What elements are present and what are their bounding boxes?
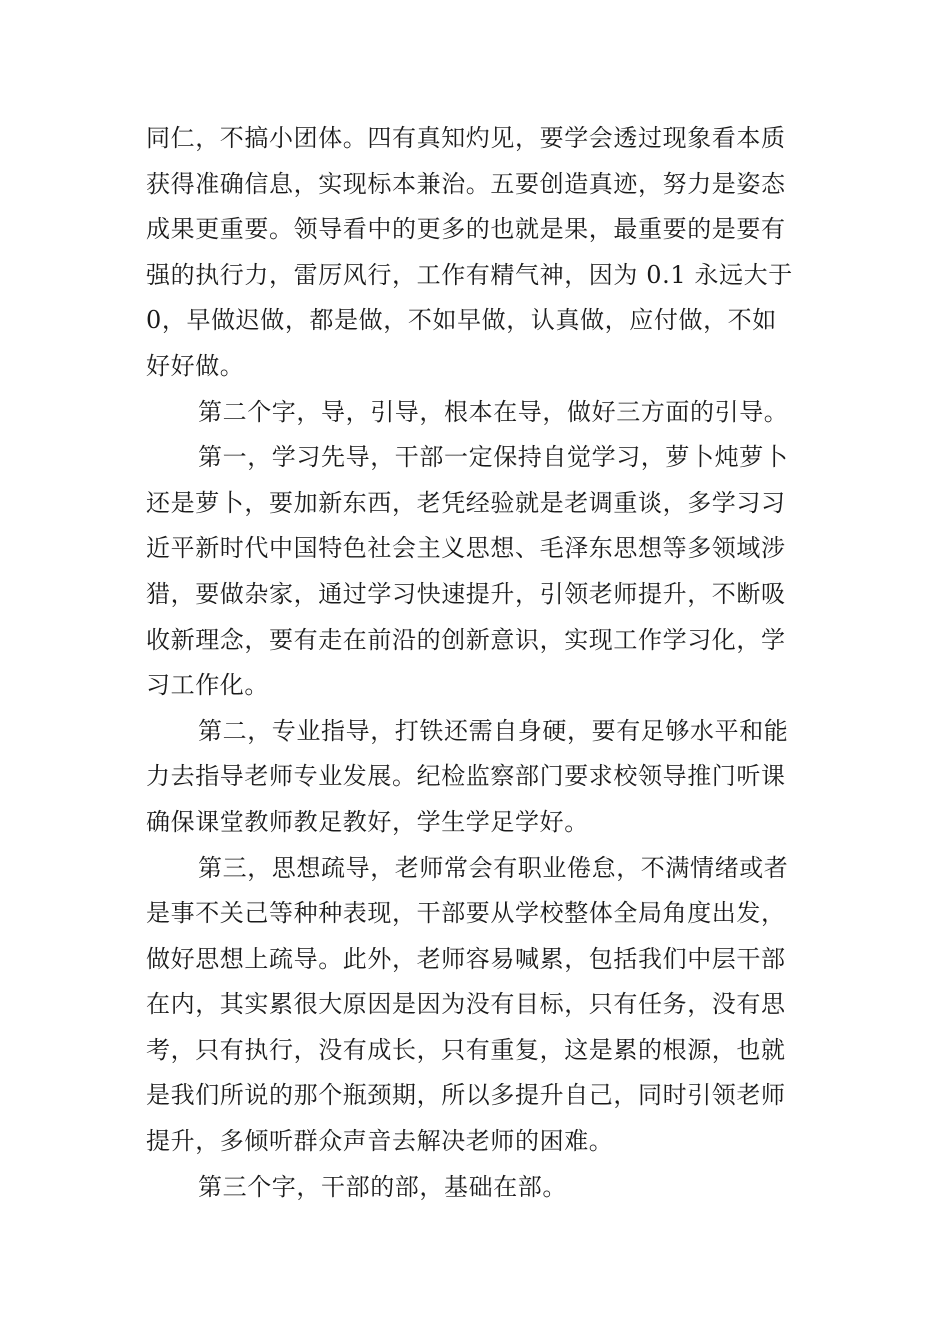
paragraph-first-line: 第一，学习先导，干部一定保持自觉学习，萝卜炖萝卜 [198, 443, 789, 472]
text-line: 同仁，不搞小团体。四有真知灼见，要学会透过现象看本质 [146, 124, 786, 152]
paragraph-first-line: 第二个字，导，引导，根本在导，做好三方面的引导。 [198, 397, 789, 426]
text-line: 好好做。 [146, 351, 245, 380]
paragraph-first-line: 第三，思想疏导，老师常会有职业倦怠，不满情绪或者 [198, 853, 789, 882]
text-line: 是事不关己等种种表现，干部要从学校整体全局角度出发， [146, 899, 786, 928]
paragraph-first-line: 第三个字，干部的部，基础在部。 [198, 1172, 567, 1201]
paragraph-first-line: 第二，专业指导，打铁还需自身硬，要有足够水平和能 [198, 716, 789, 745]
text-line: 还是萝卜，要加新东西，老凭经验就是老调重谈，多学习习 [146, 488, 786, 517]
text-line: 习工作化。 [146, 671, 269, 700]
text-line: 猎，要做杂家，通过学习快速提升，引领老师提升，不断吸 [146, 579, 786, 608]
text-line: 强的执行力，雷厉风行，工作有精气神，因为 0.1 永远大于 [146, 260, 793, 289]
text-line: 考，只有执行，没有成长，只有重复，这是累的根源，也就 [146, 1035, 786, 1064]
text-line: 是我们所说的那个瓶颈期，所以多提升自己，同时引领老师 [146, 1081, 786, 1110]
text-line: 近平新时代中国特色社会主义思想、毛泽东思想等多领域涉 [146, 534, 786, 563]
text-line: 成果更重要。领导看中的更多的也就是果，最重要的是要有 [146, 215, 786, 244]
text-line: 做好思想上疏导。此外，老师容易喊累，包括我们中层干部 [146, 944, 786, 973]
text-line: 0，早做迟做，都是做，不如早做，认真做，应付做，不如 [146, 306, 777, 335]
text-line: 获得准确信息，实现标本兼治。五要创造真迹，努力是姿态 [146, 169, 786, 198]
text-line: 力去指导老师专业发展。纪检监察部门要求校领导推门听课 [146, 762, 786, 791]
text-line: 收新理念，要有走在前沿的创新意识，实现工作学习化，学 [146, 625, 786, 654]
text-line: 提升，多倾听群众声音去解决老师的困难。 [146, 1127, 614, 1156]
text-line: 在内，其实累很大原因是因为没有目标，只有任务，没有思 [146, 990, 786, 1019]
text-line: 确保课堂教师教足教好，学生学足学好。 [146, 807, 589, 836]
document-body [146, 116, 808, 1210]
